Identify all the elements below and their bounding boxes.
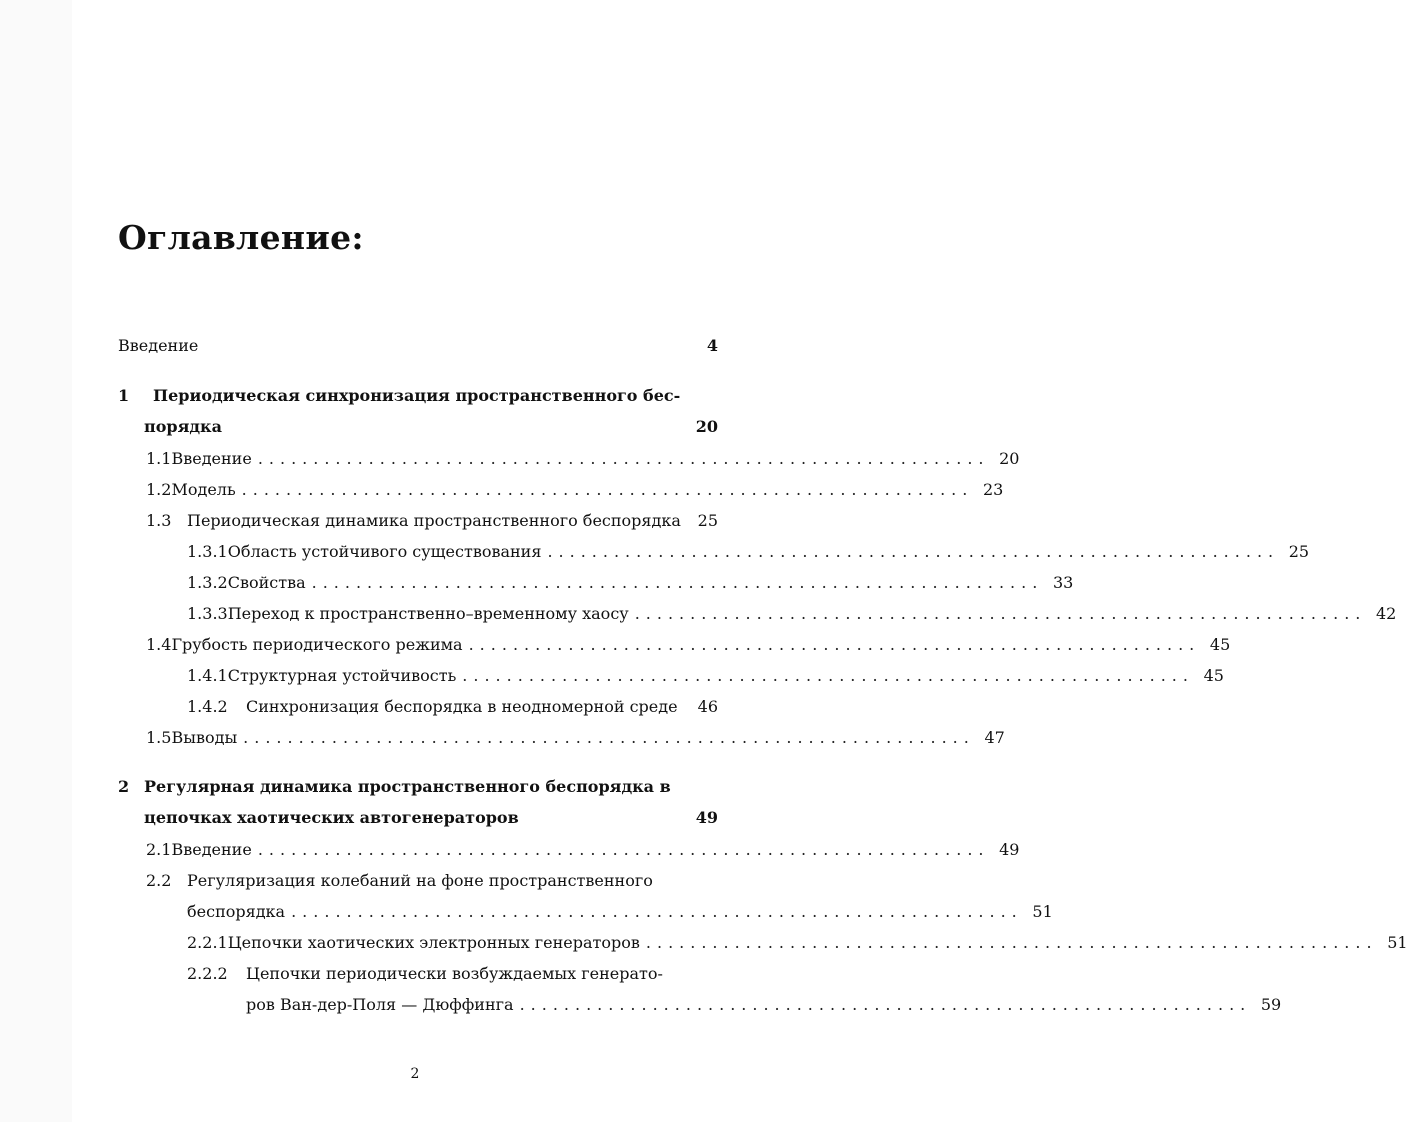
subsection-title-line2: ров Ван-дер-Поля — Дюффинга: [246, 995, 514, 1014]
subsection-title: Структурная устойчивость: [227, 666, 457, 685]
subsection-number: 1.3.3: [187, 604, 228, 623]
subsection-page: 45: [1203, 666, 1224, 685]
subsection-number: 1.3.1: [187, 542, 228, 561]
section-number: 1.1: [146, 449, 172, 468]
section-number: 2.1: [146, 840, 172, 859]
dot-leader: ..................................................................: [257, 840, 990, 859]
chapter-1-page: 20: [695, 417, 718, 436]
subsection-number: 1.3.2: [187, 573, 228, 592]
subsection-number: 2.2.1: [187, 933, 228, 952]
dot-leader: ..................................................................: [241, 480, 974, 499]
subsection-title: Область устойчивого существования: [227, 542, 542, 561]
chapter-1-title-line2: порядка: [144, 417, 222, 436]
chapter-2-title-line1: Регулярная динамика пространственного беспорядка в: [144, 777, 671, 796]
toc-intro-page: 4: [706, 336, 718, 355]
toc-intro-label: Введение: [118, 336, 199, 355]
dot-leader: ..................................................................: [547, 542, 1280, 561]
subsection-number: 2.2.2: [187, 964, 228, 983]
subsection-number: 1.4.1: [187, 666, 228, 685]
subsection-title: Синхронизация беспорядка в неодномерной среде: [246, 697, 678, 716]
dot-leader: ..................................................................: [311, 573, 1044, 592]
section-title: Модель: [171, 480, 236, 499]
section-number: 1.2: [146, 480, 172, 499]
section-page: 49: [999, 840, 1020, 859]
section-title: Грубость периодического режима: [171, 635, 463, 654]
section-page: 23: [982, 480, 1004, 499]
section-number: 1.4: [146, 635, 172, 654]
chapter-1-number: 1: [118, 386, 130, 405]
subsection-title-line1: Цепочки периодически возбуждаемых генерато-: [246, 964, 663, 983]
subsection-page: 42: [1376, 604, 1397, 623]
toc-heading: Оглавление:: [118, 218, 364, 257]
subsection-page: 33: [1052, 573, 1074, 592]
page-number: 2: [410, 1066, 420, 1082]
section-title-line2: беспорядка: [187, 902, 286, 921]
chapter-1-title-line1: Периодическая синхронизация пространственного бес-: [153, 386, 681, 405]
section-title: Введение: [171, 449, 252, 468]
dot-leader: ..................................................................: [243, 728, 975, 747]
subsection-title: Цепочки хаотических электронных генераторов: [227, 933, 640, 952]
chapter-2-title-line2: цепочках хаотических автогенераторов: [144, 808, 519, 827]
section-number: 1.3: [146, 511, 172, 530]
section-number: 2.2: [146, 871, 172, 890]
scan-margin-shade: [0, 0, 72, 1122]
dot-leader: ..................................................................: [462, 666, 1194, 685]
section-page: 25: [697, 511, 718, 530]
section-page: 45: [1209, 635, 1231, 654]
dot-leader: ..................................................................: [468, 635, 1201, 654]
section-title: Введение: [171, 840, 252, 859]
subsection-page: 59: [1260, 995, 1282, 1014]
section-title: Периодическая динамика пространственного беспорядка: [187, 511, 681, 530]
dot-leader: ..................................................................: [291, 902, 1023, 921]
subsection-page: 25: [1288, 542, 1310, 561]
section-page: 51: [1032, 902, 1053, 921]
dot-leader: ..................................................................: [519, 995, 1252, 1014]
subsection-title: Свойства: [227, 573, 306, 592]
chapter-2-page: 49: [695, 808, 718, 827]
chapter-2-number: 2: [118, 777, 130, 796]
section-number: 1.5: [146, 728, 172, 747]
subsection-page: 51: [1387, 933, 1408, 952]
subsection-number: 1.4.2: [187, 697, 228, 716]
dot-leader: ..................................................................: [257, 449, 990, 468]
dot-leader: ..................................................................: [645, 933, 1378, 952]
section-title: Выводы: [171, 728, 238, 747]
section-page: 47: [984, 728, 1005, 747]
subsection-page: 46: [697, 697, 718, 716]
dot-leader: ..................................................................: [634, 604, 1367, 623]
subsection-title: Переход к пространственно–временному хаосу: [227, 604, 629, 623]
section-page: 20: [999, 449, 1020, 468]
section-title-line1: Регуляризация колебаний на фоне пространственного: [187, 871, 653, 890]
